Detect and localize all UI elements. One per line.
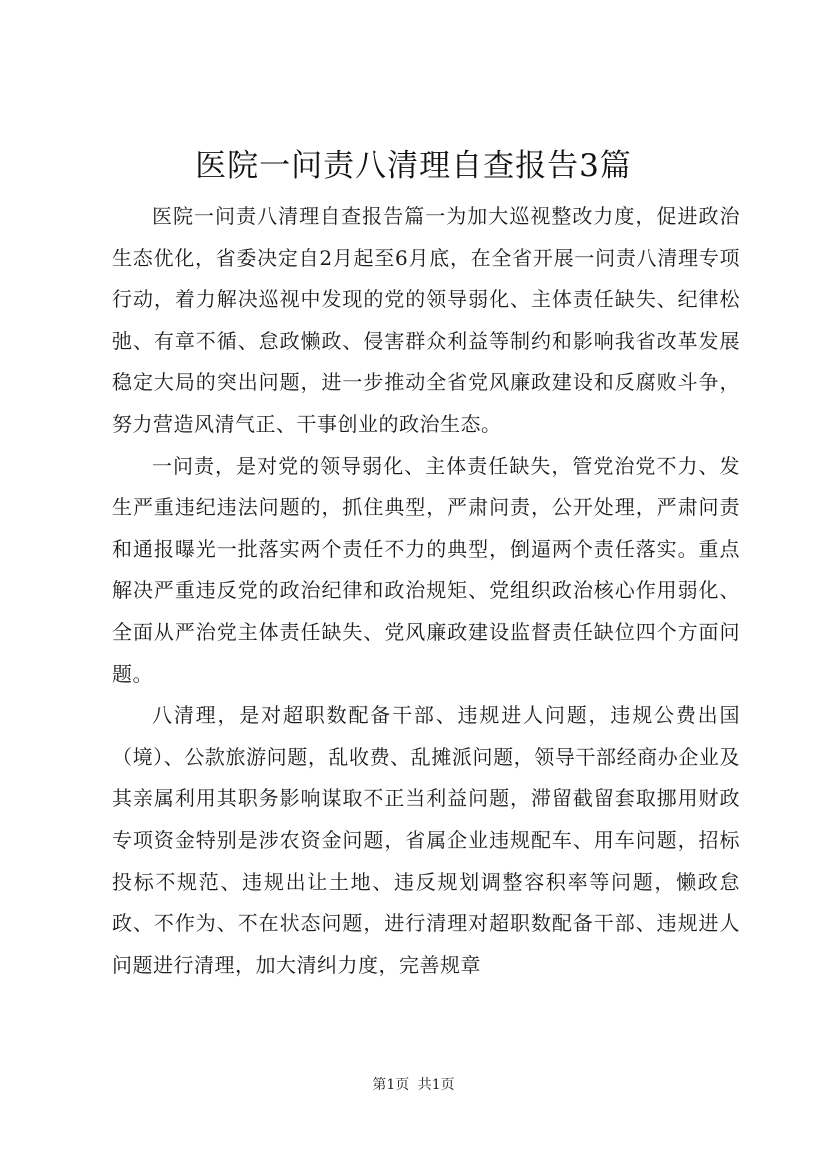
- page-footer: [0, 1075, 827, 1095]
- page-number: 第1页: [372, 1077, 410, 1093]
- page-total: 共1页: [417, 1077, 455, 1093]
- paragraph-1: 医院一问责八清理自查报告篇一为加大巡视整改力度，促进政治生态优化，省委决定自2月起至6月底，在全省开展一问责八清理专项行动，着力解决巡视中发现的党的领导弱化、主体责任缺失、纪律松弛、有章不循、怠政懒政、侵害群众利益等制约和影响我省改革发展稳定大局的突出问题，进一步推动全省党风廉政建设和反腐败斗争，努力营造风清气正、干事创业的政治生态。: [112, 204, 740, 436]
- paragraph-3: 八清理，是对超职数配备干部、违规进人问题，违规公费出国（境）、公款旅游问题，乱收费、乱摊派问题，领导干部经商办企业及其亲属利用其职务影响谋取不正当利益问题，滞留截留套取挪用财政专项资金特别是涉农资金问题，省属企业违规配车、用车问题，招标投标不规范、违规出让土地、违反规划调整容积率等问题，懒政怠政、不作为、不在状态问题，进行清理对超职数配备干部、违规进人问题进行清理，加大清纠力度，完善规章: [112, 703, 740, 977]
- paragraph-2: 一问责，是对党的领导弱化、主体责任缺失，管党治党不力、发生严重违纪违法问题的，抓住典型，严肃问责，公开处理，严肃问责和通报曝光一批落实两个责任不力的典型，倒逼两个责任落实。重点解决严重违反党的政治纪律和政治规矩、党组织政治核心作用弱化、全面从严治党主体责任缺失、党风廉政建设监督责任缺位四个方面问题。: [112, 453, 740, 686]
- page-title: 医院一问责八清理自查报告3篇: [195, 148, 632, 184]
- document-body: [112, 196, 740, 986]
